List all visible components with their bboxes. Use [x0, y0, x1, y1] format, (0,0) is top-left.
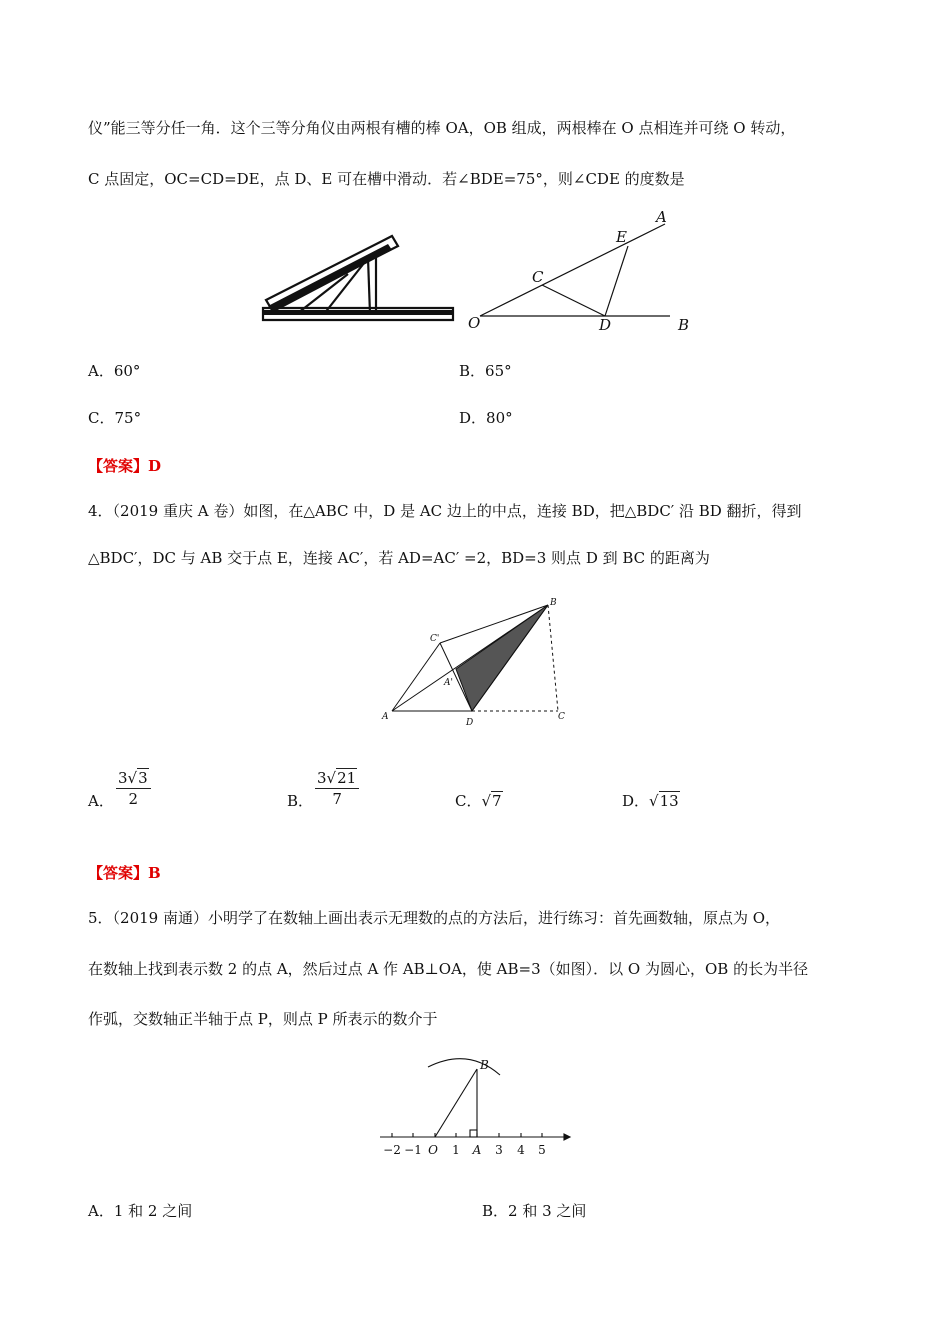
denominator: 7	[332, 790, 342, 808]
tick-label: 5	[538, 1143, 546, 1157]
q4-option-a-fraction: $\frac{3√3}{2}$	[116, 768, 151, 809]
q5-text-line-3: 作弧，交数轴正半轴于点 P，则点 P 所表示的数介于	[88, 1010, 438, 1028]
q3-option-c: C．75°	[88, 409, 142, 427]
q4-text-line-2: △BDC′，DC 与 AB 交于点 E，连接 AC′，若 AD=AC′ =2，BD=3 则点 D 到 BC 的距离为	[88, 549, 710, 567]
q4-text-line-1: 4．（2019 重庆 A 卷）如图，在△ABC 中，D 是 AC 边上的中点，连接 BD，把△BDC′ 沿 BD 翻折，得到	[88, 502, 802, 520]
q3-answer: 【答案】D	[88, 457, 162, 475]
label-d: D	[599, 316, 612, 334]
label-a: A	[382, 712, 389, 722]
q3-text-line-1: 仪”能三等分任一角．这个三等分角仪由两根有槽的棒 OA，OB 组成，两根棒在 O 点相连并可绕 O 转动，	[88, 119, 796, 137]
q5-option-b: B．2 和 3 之间	[482, 1202, 587, 1220]
fold-triangle-figure	[378, 595, 578, 728]
coef: 3	[317, 769, 327, 787]
label-o: O	[468, 314, 481, 332]
label-e: E	[616, 228, 627, 246]
q3-option-d: D．80°	[459, 409, 513, 427]
prefix: C．	[455, 792, 482, 810]
number-line-figure	[378, 1055, 578, 1165]
label-d: D	[466, 718, 474, 728]
q3-option-a: A．60°	[88, 362, 141, 380]
q4-option-b-fraction: $\frac{3√21}{7}$	[315, 768, 359, 809]
tick-label: 3	[495, 1143, 503, 1157]
q3-option-b: B．65°	[459, 362, 512, 380]
angle-geometry-figure	[460, 208, 700, 334]
q4-option-d: D．√13	[622, 792, 679, 810]
tick-label: −1	[404, 1143, 422, 1157]
q5-text-line-2: 在数轴上找到表示数 2 的点 A，然后过点 A 作 AB⊥OA，使 AB=3（如图）．以 O 为圆心，OB 的长为半径	[88, 960, 809, 978]
label-c: C	[558, 712, 565, 722]
label-b: B	[678, 316, 690, 334]
radicand: 13	[659, 792, 679, 810]
radicand: 7	[492, 792, 502, 810]
q5-option-a: A．1 和 2 之间	[88, 1202, 193, 1220]
prefix: D．	[622, 792, 650, 810]
tick-label: 4	[517, 1143, 525, 1157]
radicand: 3	[138, 769, 148, 787]
label-b: B	[550, 598, 557, 608]
tick-label: 1	[452, 1143, 460, 1157]
tick-label: −2	[383, 1143, 401, 1157]
q4-option-c: C．√7	[455, 792, 502, 810]
q4-option-b-prefix: B．	[287, 792, 314, 810]
label-b: B	[480, 1058, 489, 1072]
label-c: C	[532, 268, 544, 286]
radicand: 21	[337, 769, 357, 787]
trisector-device-figure	[258, 228, 458, 328]
tick-label: O	[428, 1143, 438, 1157]
coef: 3	[118, 769, 128, 787]
q3-text-line-2: C 点固定，OC=CD=DE，点 D、E 可在槽中滑动．若∠BDE=75°，则∠CDE 的度数是	[88, 170, 685, 188]
q5-text-line-1: 5．（2019 南通）小明学了在数轴上画出表示无理数的点的方法后，进行练习：首先画数轴，原点为 O，	[88, 909, 781, 927]
label-c-prime: C'	[430, 634, 440, 644]
label-a-prime: A'	[444, 678, 453, 688]
label-a: A	[656, 208, 667, 226]
denominator: 2	[128, 790, 139, 808]
q4-option-a-prefix: A．	[88, 792, 114, 810]
tick-label: A	[472, 1143, 482, 1157]
q4-answer: 【答案】B	[88, 864, 161, 882]
